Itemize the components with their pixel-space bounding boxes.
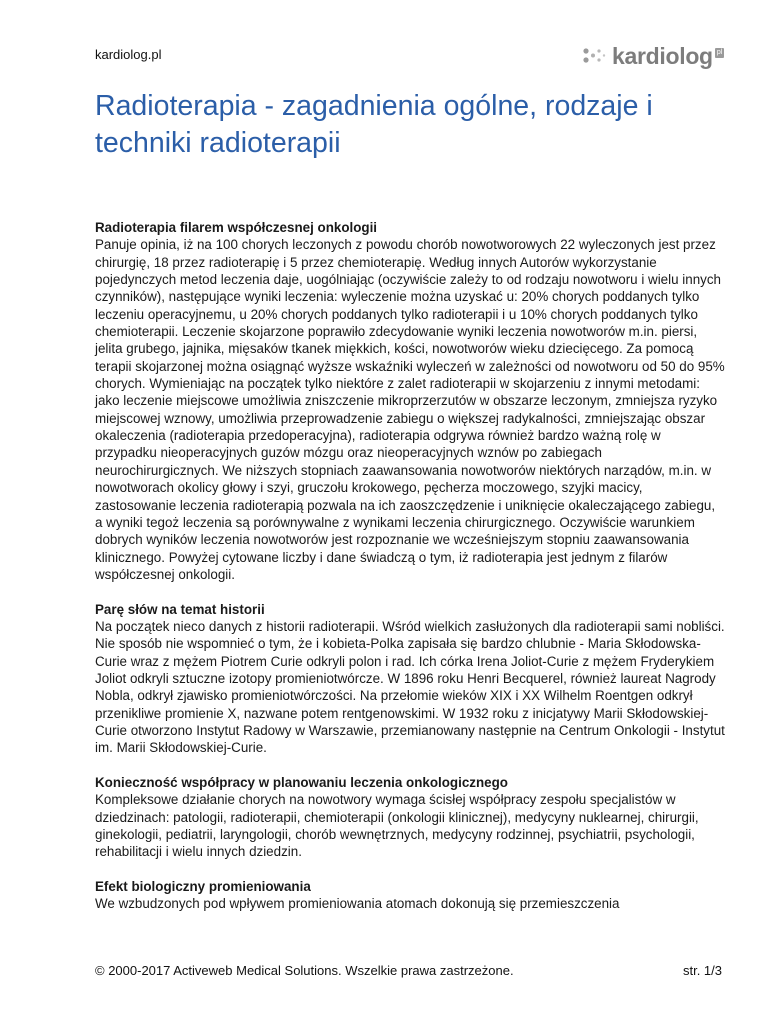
logo-dots-icon	[582, 46, 608, 68]
logo-badge: pl	[716, 48, 723, 56]
site-name: kardiolog.pl	[95, 47, 162, 62]
section-wspolpraca	[95, 774, 725, 861]
section-paragraph: We wzbudzonych pod wpływem promieniowania atomach dokonują się przemieszczenia	[95, 896, 620, 912]
section-heading: Radioterapia filarem współczesnej onkologii	[95, 220, 378, 235]
section-radioterapia-filarem	[95, 219, 725, 583]
section-heading: Konieczność współpracy w planowaniu leczenia onkologicznego	[95, 775, 508, 790]
section-paragraph: Na początek nieco danych z historii radioterapii. Wśród wielkich zasłużonych dla radioterapii sami nobliści. Nie sposób nie wspomnieć o tym, że i kobieta-Polka zapisała się bardzo chlubnie - Maria Skłodowska-Curie wraz z mężem Piotrem Curie odkryli polon i rad. Ich córka Irena Joliot-Curie z mężem Fryderykiem Joliot odkryli sztuczne izotopy promieniotwórcze. W 1896 roku Henri Becquerel, również laureat Nagrody Nobla, odkrył zjawisko promieniotwórczości. Na przełomie wieków XIX i XX Wilhelm Roentgen odkrył przenikliwe promienie X, nazwane potem rentgenowskimi. W 1932 roku z inicjatywy Marii Skłodowskiej-Curie otworzono Instytut Radowy w Warszawie, przemianowany następnie na Centrum Onkologii - Instytut im. Marii Skłodowskiej-Curie.	[95, 618, 725, 756]
page-number: str. 1/3	[682, 963, 722, 978]
section-heading: Parę słów na temat historii	[95, 601, 265, 617]
copyright-text: © 2000-2017 Activeweb Medical Solutions. Wszelkie prawa zastrzeżone.	[95, 963, 514, 978]
section-paragraph: Panuje opinia, iż na 100 chorych leczonych z powodu chorób nowotworowych 22 wyleczonych jest przez chirurgię, 18 przez radioterapię i 5 przez chemioterapię. Według innych Autorów wykorzystanie pojedynczych metod leczenia daje, uogólniając (oczywiście zależy to od rodzaju nowotworu i wielu innych czynników), następujące wyniki leczenia: wyleczenie można uzyskać u: 20% chorych poddanych tylko leczeniu operacyjnemu, u 20% chorych poddanych tylko radioterapii i u 10% chorych poddanych tylko chemioterapii. Leczenie skojarzone poprawiło zdecydowanie wyniki leczenia nowotworów m.in. piersi, jelita grubego, jajnika, mięsaków tkanek miękkich, kości, nowotworów wieku dziecięcego. Za pomocą terapii skojarzonej można osiągnąć wyższe wskaźniki wyleczeń w zależności od nowotworu od 50 do 95% chorych. Wymieniając na początek tylko niektóre z zalet radioterapii w skojarzeniu z innymi metodami: jako leczenie miejscowe umożliwia zniszczenie mikroprzerzutów w obszarze leczonym, zmniejsza ryzyko miejscowej wznowy, umożliwia przeprowadzenie zabiegu o większej radykalności, zmniejszając obszar okaleczenia (radioterapia przedoperacyjna), radioterapia odgrywa również bardzo ważną rolę w przypadku nieoperacyjnych guzów mózgu oraz nieoperacyjnych wznów po zabiegach neurochirurgicznych. We niższych stopniach zaawansowania nowotworów niektórych narządów, m.in. w nowotworach okolicy głowy i szyi, gruczołu krokowego, pęcherza moczowego, szyjki macicy, zastosowanie leczenia radioterapią pozwala na ich zaoszczędzenie i uniknięcie okaleczającego zabiegu, a wyniki tegoż leczenia są porównywalne z wynikami leczenia chirurgicznego. Oczywiście warunkiem dobrych wyników leczenia nowotworów jest rozpoznanie we wcześniejszym stopniu zaawansowania klinicznego. Powyżej cytowane liczby i dane świadczą o tym, iż radioterapia jest jednym z filarów współczesnej onkologii.	[95, 237, 725, 582]
section-paragraph: Kompleksowe działanie chorych na nowotwory wymaga ścisłej współpracy zespołu specjalistów w dziedzinach: patologii, radioterapii, chemioterapii (onkologii klinicznej), medycyny nuklearnej, chirurgii, ginekologii, pediatrii, laryngologii, chorób wewnętrznych, medycyny rodzinnej, psychiatrii, psychologii, rehabilitacji i wielu innych dziedzin.	[95, 792, 699, 860]
kardiolog-logo	[582, 43, 724, 70]
section-heading: Efekt biologiczny promieniowania	[95, 879, 311, 895]
section-efekt-biologiczny	[95, 878, 725, 913]
article-body	[95, 219, 725, 930]
section-historia	[95, 601, 725, 757]
page-title: Radioterapia - zagadnienia ogólne, rodzaje i techniki radioterapii	[95, 90, 653, 159]
logo-text: kardiolog	[612, 43, 713, 69]
